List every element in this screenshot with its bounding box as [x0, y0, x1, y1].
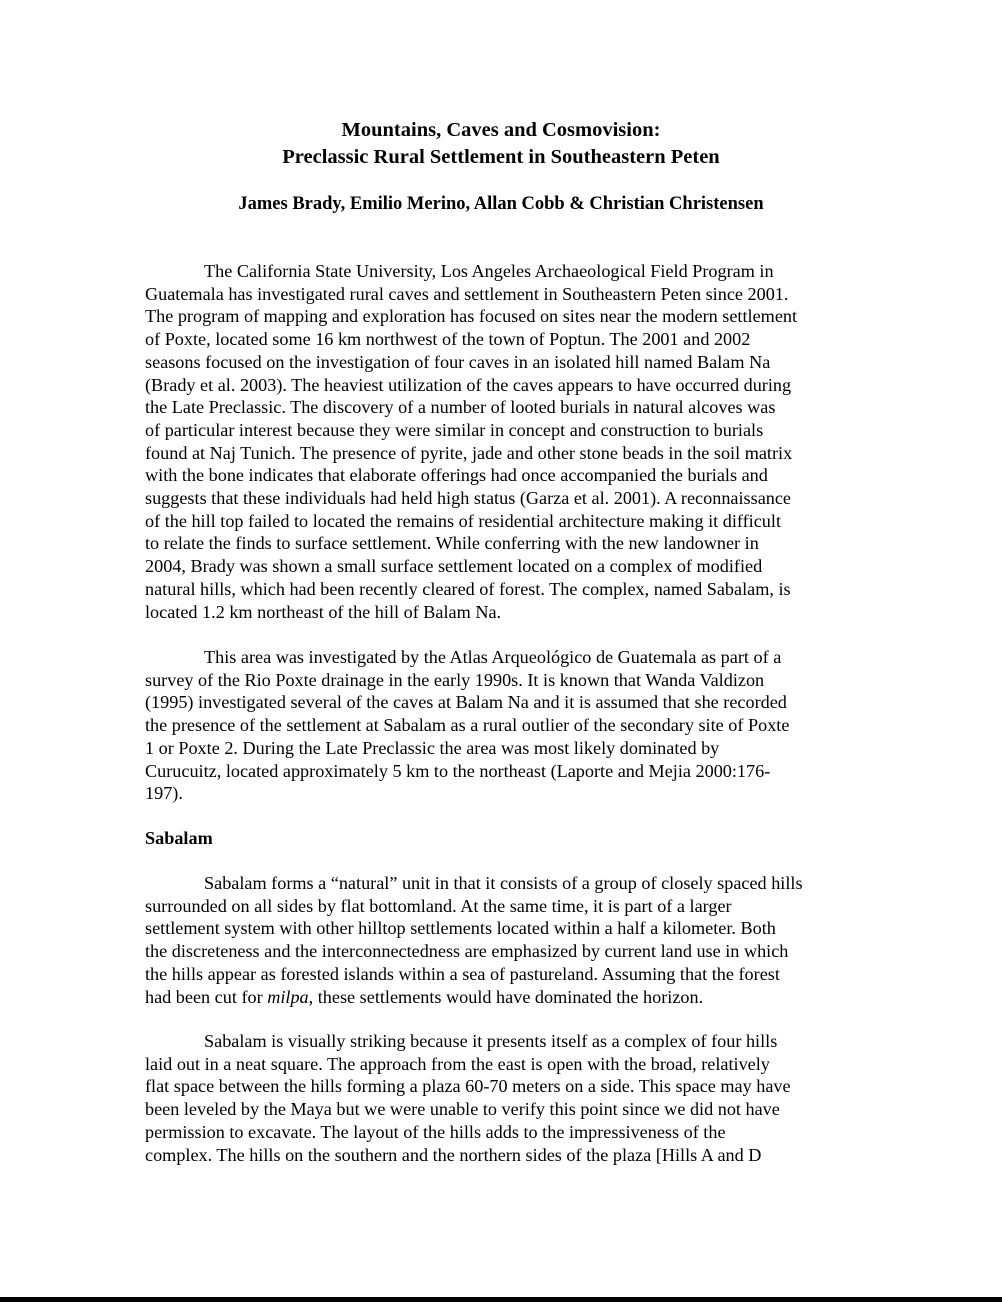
paragraph-intro — [145, 260, 860, 623]
text-line: seasons focused on the investigation of four caves in an isolated hill named Balam Na — [145, 351, 771, 372]
page-bottom-border — [0, 1297, 1002, 1302]
text-line: Sabalam is visually striking because it presents itself as a complex of four hills — [204, 1031, 778, 1051]
text-line: the presence of the settlement at Sabalam as a rural outlier of the secondary site of Poxte — [145, 715, 790, 736]
text-line: settlement system with other hilltop settlements located within a half a kilometer. Both — [145, 918, 776, 939]
title-line-1: Mountains, Caves and Cosmovision: — [341, 119, 661, 141]
text-line: surrounded on all sides by flat bottomland. At the same time, it is part of a larger — [145, 895, 732, 916]
text-line — [145, 986, 860, 1009]
text-line: of the hill top failed to located the remains of residential architecture making it difficult — [145, 510, 782, 531]
text-line: 1 or Poxte 2. During the Late Preclassic the area was most likely dominated by — [145, 737, 720, 758]
text-line: 197). — [145, 783, 183, 804]
text-line: flat space between the hills forming a plaza 60-70 meters on a side. This space may have — [145, 1076, 791, 1097]
section-heading: Sabalam — [145, 828, 213, 848]
text-line: to relate the finds to surface settlement. While conferring with the new landowner in — [145, 533, 759, 554]
text-line: the hills appear as forested islands within a sea of pastureland. Assuming that the forest — [145, 963, 780, 984]
document-title — [0, 117, 1002, 171]
text-line: been leveled by the Maya but we were unable to verify this point since we did not have — [145, 1099, 780, 1120]
text-line: (Brady et al. 2003). The heaviest utilization of the caves appears to have occurred during — [145, 374, 792, 395]
italic-term: milpa — [267, 986, 309, 1007]
text-line: Sabalam forms a “natural” unit in that it consists of a group of closely spaced hills — [204, 873, 803, 893]
text-line: permission to excavate. The layout of the hills adds to the impressiveness of the — [145, 1121, 726, 1142]
text-line: The program of mapping and exploration has focused on sites near the modern settlement — [145, 306, 798, 327]
author-list: James Brady, Emilio Merino, Allan Cobb & Christian Christensen — [238, 194, 764, 214]
text-line: of Poxte, located some 16 km northwest of the town of Poptun. The 2001 and 2002 — [145, 329, 751, 350]
text-line: (1995) investigated several of the caves at Balam Na and it is assumed that she recorded — [145, 692, 787, 713]
title-line-2: Preclassic Rural Settlement in Southeastern Peten — [282, 146, 720, 168]
paragraph-atlas — [145, 646, 860, 805]
text-line: of particular interest because they were similar in concept and construction to burials — [145, 419, 764, 440]
text-line: Curucuitz, located approximately 5 km to the northeast (Laporte and Mejia 2000:176- — [145, 760, 771, 781]
text-line: 2004, Brady was shown a small surface settlement located on a complex of modified — [145, 556, 763, 577]
text-line: suggests that these individuals had held high status (Garza et al. 2001). A reconnaissance — [145, 488, 792, 509]
text-line: with the bone indicates that elaborate offerings had once accompanied the burials and — [145, 465, 768, 486]
text-line: the Late Preclassic. The discovery of a number of looted burials in natural alcoves was — [145, 397, 776, 418]
text-line: found at Naj Tunich. The presence of pyrite, jade and other stone beads in the soil matrix — [145, 442, 793, 463]
text-line: laid out in a neat square. The approach from the east is open with the broad, relatively — [145, 1053, 770, 1074]
text-line: This area was investigated by the Atlas Arqueológico de Guatemala as part of a — [204, 647, 782, 667]
text-line: Guatemala has investigated rural caves and settlement in Southeastern Peten since 2001. — [145, 283, 789, 304]
text-line: The California State University, Los Angeles Archaeological Field Program in — [204, 261, 774, 281]
text-line: the discreteness and the interconnectedness are emphasized by current land use in which — [145, 941, 789, 962]
text-line: complex. The hills on the southern and the northern sides of the plaza [Hills A and D — [145, 1144, 762, 1165]
text-line: natural hills, which had been recently cleared of forest. The complex, named Sabalam, is — [145, 578, 791, 599]
paragraph-natural-unit — [145, 872, 860, 1008]
text-fragment: had been cut for — [145, 986, 268, 1007]
text-line: located 1.2 km northeast of the hill of Balam Na. — [145, 601, 502, 622]
text-fragment: , these settlements would have dominated the horizon. — [308, 986, 704, 1007]
paragraph-visual — [145, 1030, 860, 1166]
text-line: survey of the Rio Poxte drainage in the early 1990s. It is known that Wanda Valdizon — [145, 669, 765, 690]
